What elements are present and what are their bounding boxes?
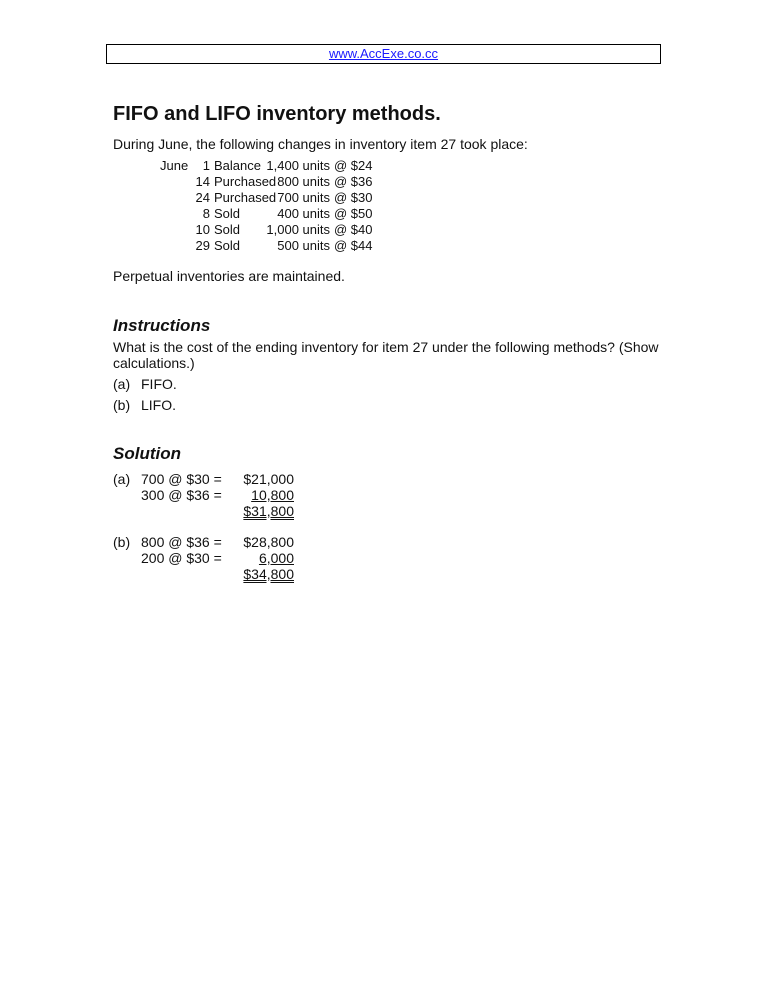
ledger-desc: Sold — [214, 206, 241, 221]
solution-a-line-2 — [0, 487, 768, 503]
ledger-row — [0, 158, 768, 174]
question-line-2: calculations.) — [113, 355, 195, 371]
solution-a-total: $31,800 — [243, 503, 294, 519]
ledger-price: @ $40 — [334, 222, 373, 237]
ledger-units: 500 units — [277, 238, 330, 253]
ledger-price: @ $44 — [334, 238, 373, 253]
ledger-row — [0, 190, 768, 206]
calc-text: 800 @ $36 = — [141, 534, 222, 550]
calc-text: 200 @ $30 = — [141, 550, 222, 566]
ledger-row — [0, 238, 768, 254]
ledger-desc: Sold — [214, 238, 241, 253]
solution-a-label: (a) — [113, 471, 131, 487]
ledger-row — [0, 222, 768, 238]
solution-a-total-row — [0, 503, 768, 521]
instruction-label-b: (b) — [113, 397, 131, 413]
site-link[interactable]: www.AccExe.co.cc — [328, 46, 439, 61]
instruction-text-b: LIFO. — [141, 397, 177, 413]
ledger-price: @ $30 — [334, 190, 373, 205]
ledger-day: 1 — [202, 158, 210, 173]
ledger-month: June — [160, 158, 189, 173]
solution-heading: Solution — [113, 444, 181, 463]
ledger-row — [0, 206, 768, 222]
solution-a-line-1 — [0, 471, 768, 487]
question-line-1: What is the cost of the ending inventory for item 27 under the following methods? (Show — [113, 339, 659, 355]
solution-b-label: (b) — [113, 534, 131, 550]
ledger-desc: Sold — [214, 222, 241, 237]
solution-b-line-2 — [0, 550, 768, 566]
ledger-desc: Balance — [214, 158, 261, 173]
amount: $28,800 — [243, 534, 294, 550]
solution-b-total-row — [0, 566, 768, 584]
ledger-row — [0, 174, 768, 190]
solution-b-total: $34,800 — [243, 566, 294, 582]
solution-b-line-1 — [0, 534, 768, 550]
ledger-day: 24 — [195, 190, 210, 205]
ledger-units: 1,000 units — [266, 222, 330, 237]
ledger-day: 14 — [195, 174, 210, 189]
instruction-label-a: (a) — [113, 376, 131, 392]
ledger-units: 700 units — [277, 190, 330, 205]
ledger-units: 800 units — [277, 174, 330, 189]
amount: $21,000 — [243, 471, 294, 487]
perpetual-note: Perpetual inventories are maintained. — [113, 268, 345, 284]
ledger-day: 29 — [195, 238, 210, 253]
calc-text: 700 @ $30 = — [141, 471, 222, 487]
ledger-units: 1,400 units — [266, 158, 330, 173]
page-title: FIFO and LIFO inventory methods. — [113, 103, 441, 125]
amount: 10,800 — [251, 487, 294, 503]
amount: 6,000 — [258, 550, 294, 566]
intro-text: During June, the following changes in inventory item 27 took place: — [113, 136, 528, 152]
header-box — [106, 44, 661, 64]
ledger-price: @ $36 — [334, 174, 373, 189]
ledger-desc: Purchased — [214, 190, 277, 205]
instructions-heading: Instructions — [113, 316, 211, 335]
ledger-units: 400 units — [277, 206, 330, 221]
ledger-day: 10 — [195, 222, 210, 237]
ledger-price: @ $24 — [334, 158, 373, 173]
instruction-text-a: FIFO. — [141, 376, 177, 392]
ledger-desc: Purchased — [214, 174, 277, 189]
ledger-day: 8 — [202, 206, 210, 221]
calc-text: 300 @ $36 = — [141, 487, 222, 503]
ledger-price: @ $50 — [334, 206, 373, 221]
